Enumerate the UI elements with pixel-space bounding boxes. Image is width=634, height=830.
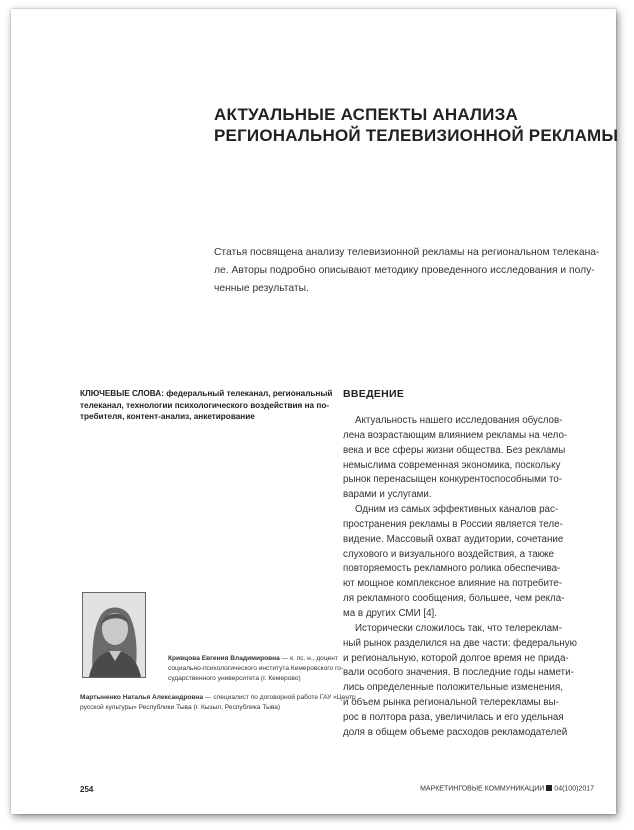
body-line: века и все сферы жизни общества. Без рекламы: [343, 444, 566, 456]
body-line: Актуальность нашего исследования обуслов-: [355, 415, 563, 426]
author-photo: [82, 592, 146, 678]
body-line: пространения рекламы в России является теле-: [343, 518, 563, 530]
body-line: рынок перенасыщен конкурентоспособными то-: [343, 474, 563, 486]
body-line: немыслима современная экономика, поскольку: [343, 459, 561, 471]
running-footer: [420, 785, 594, 793]
keywords-line: КЛЮЧЕВЫЕ СЛОВА: федеральный телеканал, региональный: [80, 389, 333, 398]
author-1-info: [168, 654, 344, 684]
issue-number: 04(100)2017: [554, 785, 594, 793]
square-separator-icon: [546, 785, 552, 791]
keywords-line: телеканал, технологии психологического воздействия на по-: [80, 400, 330, 410]
author-1-name: Кривцова Евгения Владимировна: [168, 655, 280, 662]
body-line: ля рекламного сообщения, большее, чем рекла-: [343, 593, 565, 605]
author-portrait-image: [83, 593, 145, 677]
author-1-affiliation: сударственного университета (г. Кемерово): [168, 675, 301, 682]
page-number: 254: [80, 785, 94, 794]
abstract-line: Статья посвящена анализу телевизионной рекламы на региональном телекана-: [214, 247, 600, 258]
body-line: доля в общем объеме расходов рекламодателей: [343, 726, 568, 738]
abstract-line: ченные результаты.: [214, 282, 309, 294]
author-1-degree: — к. пс. н., доцент: [279, 655, 338, 662]
keywords-line: требителя, контент-анализ, анкетирование: [80, 412, 255, 422]
journal-page: [11, 9, 619, 814]
article-title: [214, 104, 619, 146]
author-2-name: Мартыненко Наталья Александровна: [80, 694, 204, 701]
author-2-affiliation: русской культуры» Республики Тыва (г. Кызыл, Республика Тыва): [80, 704, 281, 711]
abstract: [214, 244, 604, 297]
title-line-2: РЕГИОНАЛЬНОЙ ТЕЛЕВИЗИОННОЙ РЕКЛАМЫ: [214, 126, 619, 145]
body-line: рос в полтора раза, увеличилась и его удельная: [343, 711, 564, 723]
body-line: видение. Массовый охват аудитории, сочетание: [343, 533, 564, 545]
title-line-1: АКТУАЛЬНЫЕ АСПЕКТЫ АНАЛИЗА: [214, 105, 518, 124]
body-line: ный рынок разделился на две части: федеральную: [343, 637, 577, 649]
body-line: лена возрастающим влиянием рекламы на чело-: [343, 429, 568, 441]
body-line: и объем рынка региональной телерекламы вы-: [343, 697, 559, 709]
body-line: лись определенные положительные изменения,: [343, 682, 563, 694]
body-line: Одним из самых эффективных каналов рас-: [355, 504, 559, 516]
body-line: варами и услугами.: [343, 489, 432, 501]
abstract-line: ле. Авторы подробно описывают методику проведенного исследования и полу-: [214, 264, 595, 276]
body-line: вали особого значения. В последние годы намети-: [343, 667, 574, 679]
body-line: ма в других СМИ [4].: [343, 607, 437, 619]
body-line: повторяемость рекламного ролика обеспечива-: [343, 563, 561, 575]
body-line: Исторически сложилось так, что телереклам-: [355, 622, 563, 634]
journal-name: МАРКЕТИНГОВЫЕ КОММУНИКАЦИИ: [420, 785, 545, 793]
body-line: ют мощное комплексное влияние на потребите-: [343, 578, 563, 590]
author-2-position: — специалист по договорной работе ГАУ «Центр: [203, 694, 356, 701]
section-heading: ВВЕДЕНИЕ: [343, 388, 405, 400]
body-text: [343, 414, 598, 741]
body-line: слухового и визуального воздействия, а также: [343, 548, 554, 560]
keywords: [80, 388, 333, 423]
body-line: и региональную, которой долгое время не прида-: [343, 652, 569, 664]
author-1-affiliation: социально-психологического института Кемеровского го-: [168, 665, 344, 672]
author-2-info: [80, 693, 356, 713]
